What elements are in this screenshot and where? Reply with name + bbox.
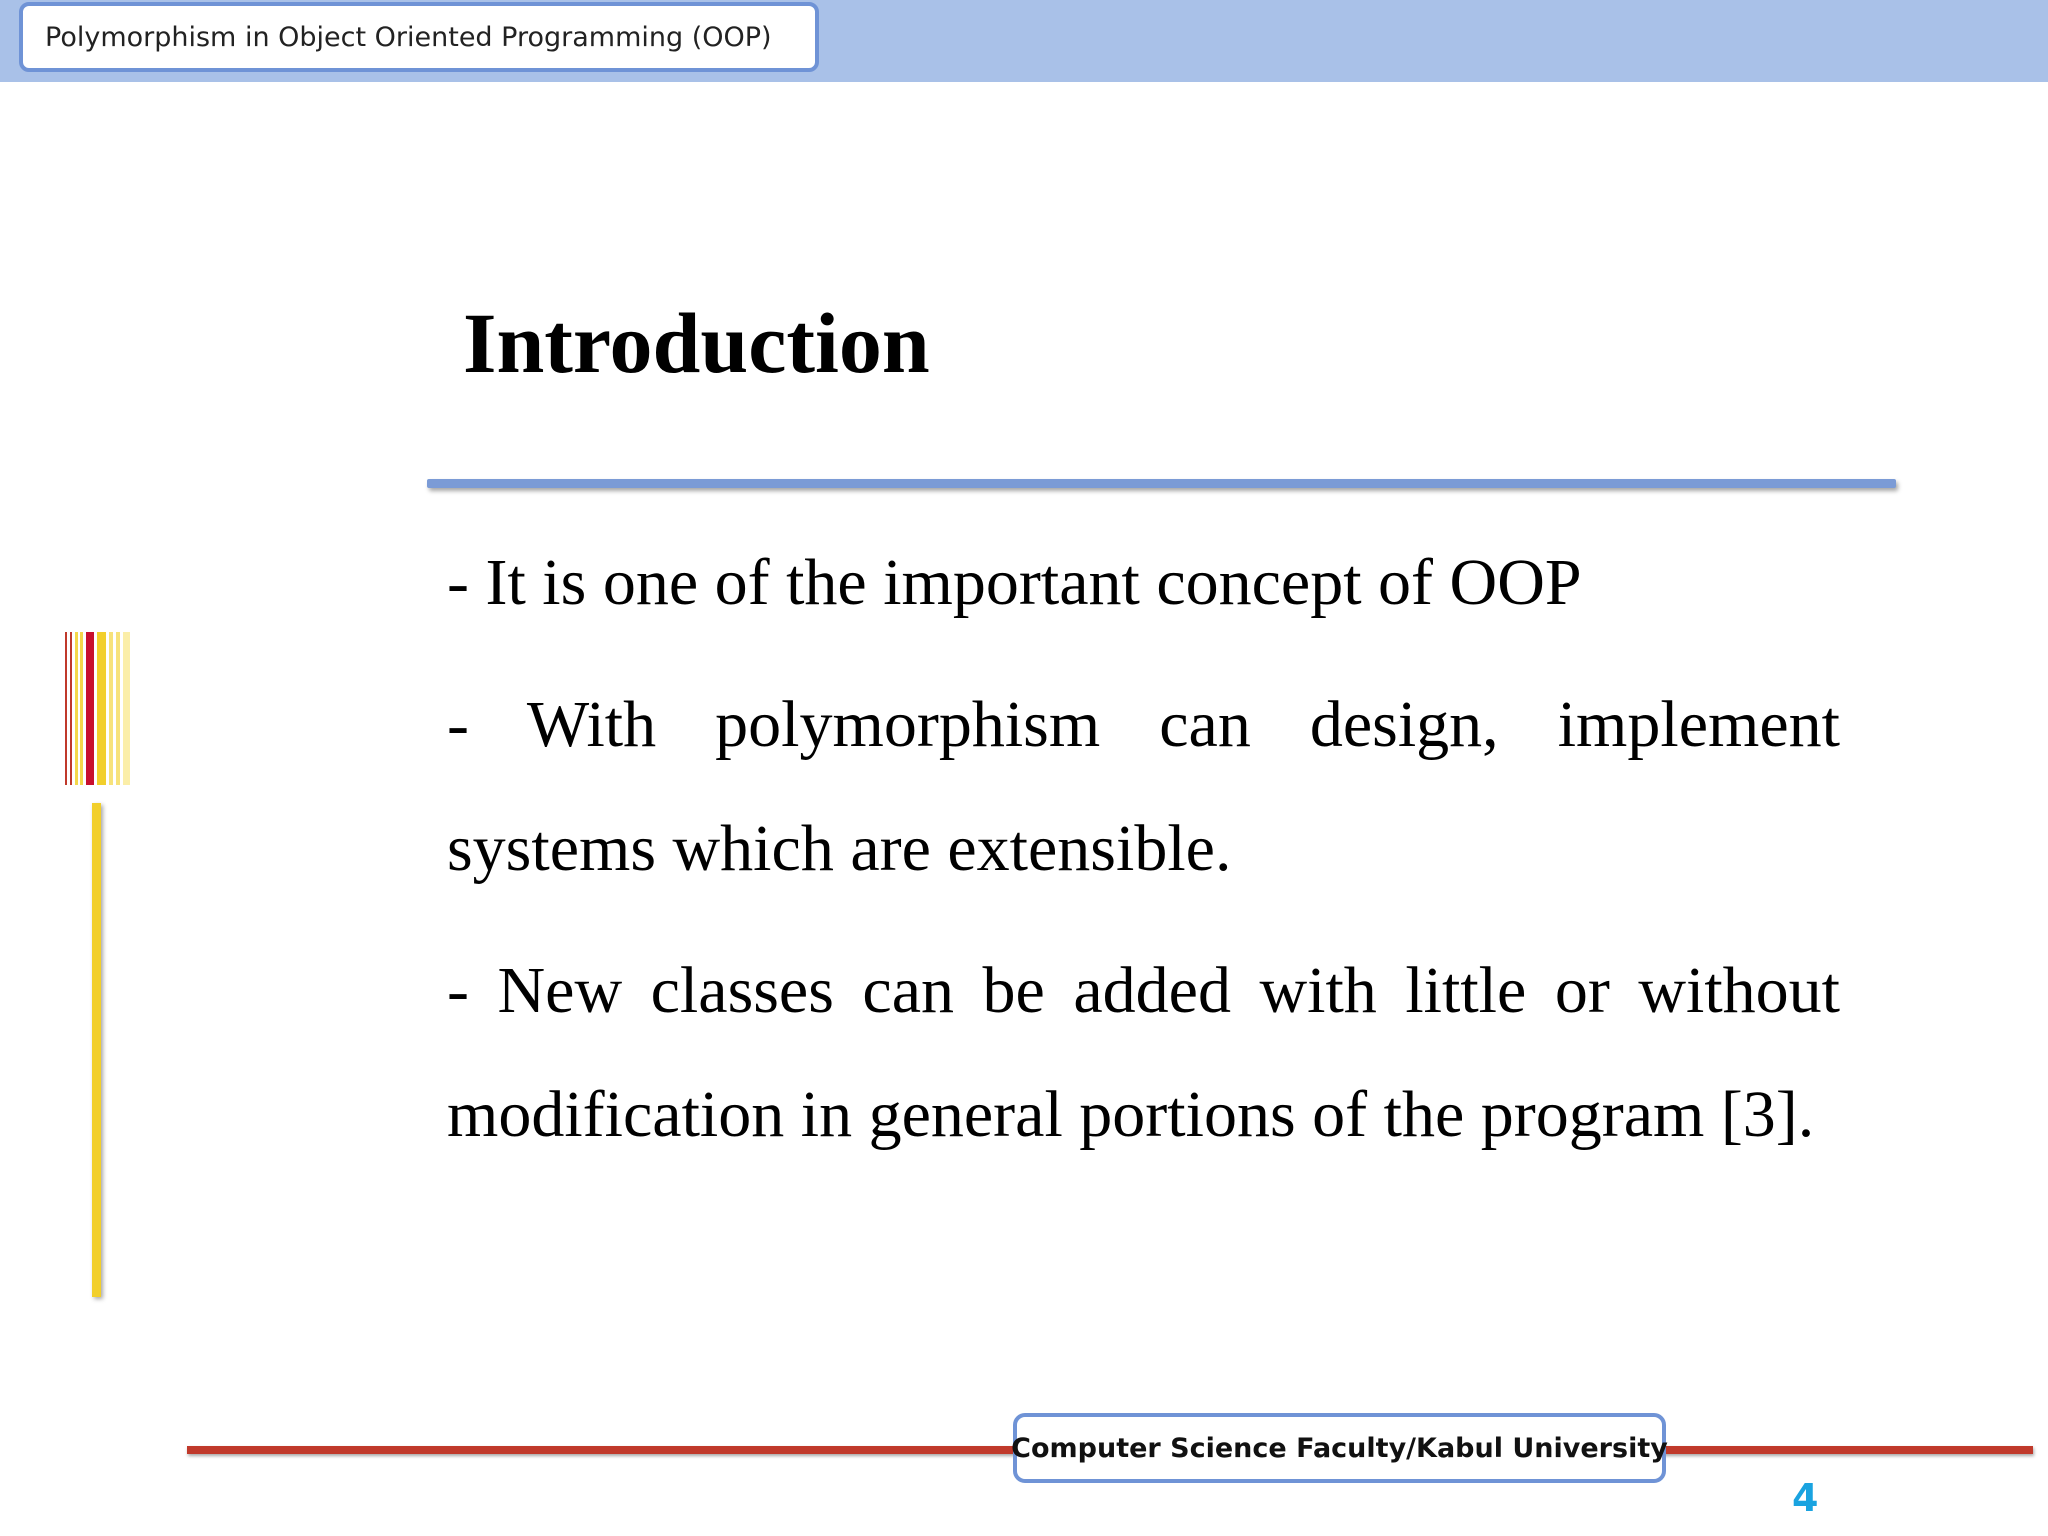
- bullet-item: - It is one of the important concept of OOP: [447, 546, 1582, 619]
- bullet-item: - With polymorphism can design, implement systems which are extensible.: [447, 688, 1840, 885]
- slide-body: [447, 543, 1840, 1195]
- slide-title: Introduction: [463, 295, 930, 391]
- title-divider: [427, 479, 1896, 488]
- bullet-item: - New classes can be added with little or without modification in general portions of the program [3].: [447, 954, 1840, 1151]
- decorative-stripes: [65, 632, 131, 785]
- decorative-vertical-bar: [92, 803, 101, 1297]
- institution-label: Computer Science Faculty/Kabul University: [1011, 1432, 1668, 1464]
- page-number: 4: [1792, 1476, 1819, 1520]
- course-title: Polymorphism in Object Oriented Programming (OOP): [45, 21, 772, 53]
- institution-box: [1013, 1413, 1666, 1483]
- course-title-box: [19, 2, 819, 72]
